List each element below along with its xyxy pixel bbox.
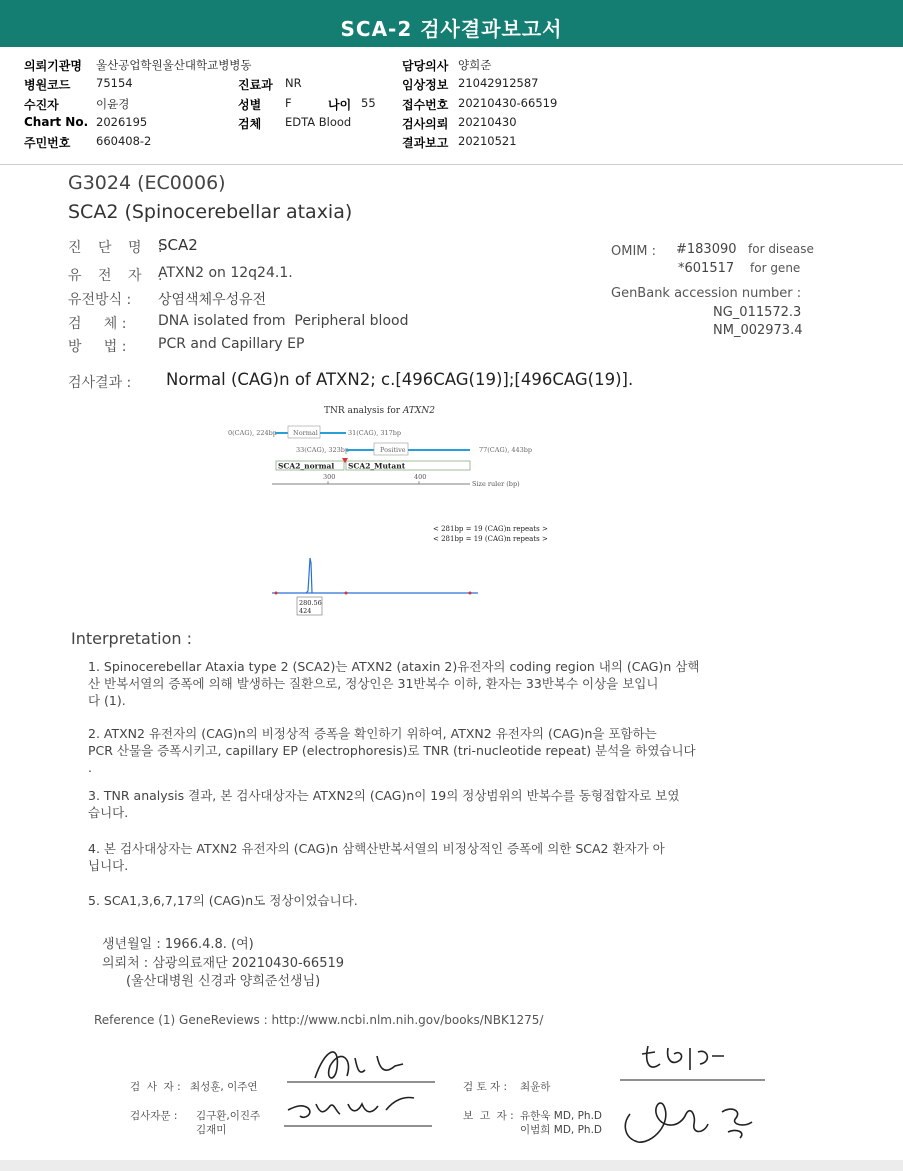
clinical-label: 임상정보: [402, 78, 449, 92]
tnr-figure: [220, 398, 560, 628]
report-date-value: 20210521: [458, 134, 517, 148]
requester: 의뢰처 : 삼광의료재단 20210430-66519: [102, 956, 345, 971]
disease-title: SCA2 (Spinocerebellar ataxia): [68, 201, 353, 223]
request-value: 20210430: [458, 115, 517, 129]
doctor-value: 양희준: [458, 58, 492, 72]
peak-height: 424: [299, 607, 312, 615]
age-value: 55: [361, 96, 376, 110]
reference: Reference (1) GeneReviews : http://www.ncbi.nlm.nih.gov/books/NBK1275/: [94, 1013, 544, 1027]
para-2-line-1: 2. ATXN2 유전자의 (CAG)n의 비정상적 증폭을 확인하기 위하여, ATXN2 유전자의 (CAG)n을 포함하는: [88, 726, 657, 741]
reporter-name-2: 이범희 MD, Ph.D: [520, 1124, 602, 1136]
genbank-nm: NM_002973.4: [713, 323, 803, 338]
para-5: 5. SCA1,3,6,7,17의 (CAG)n도 정상이었습니다.: [88, 893, 358, 908]
sex-value: F: [285, 96, 292, 110]
advisor-names-2: 김재미: [196, 1124, 227, 1136]
reviewer-name: 최윤하: [520, 1081, 551, 1093]
para-2-line-2: PCR 산물을 증폭시키고, capillary EP (electrophoresis)로 TNR (tri-nucleotide repeat) 분석을 하였습니다: [88, 743, 696, 758]
report-title: SCA-2 검사결과보고서: [340, 17, 563, 41]
resident-label: 주민번호: [24, 136, 71, 150]
chart-label: Chart No.: [24, 115, 89, 129]
clinical-value: 21042912587: [458, 76, 539, 90]
gene-value: ATXN2 on 12q24.1.: [158, 265, 293, 281]
diagnosis-value: SCA2: [158, 236, 198, 254]
trace-peak: [306, 558, 312, 593]
para-3-line-1: 3. TNR analysis 결과, 본 검사대상자는 ATXN2의 (CAG)n이 19의 정상범위의 반복수를 동형접합자로 보였: [88, 788, 680, 803]
hospital-code-label: 병원코드: [24, 78, 71, 92]
repeat-line-2: < 281bp = 19 (CAG)n repeats >: [433, 535, 548, 543]
patient-value: 이윤경: [96, 97, 130, 111]
figure-title: TNR analysis for ATXN2: [324, 406, 435, 416]
para-1-line-2: 산 반복서열의 증폭에 의해 발생하는 질환으로, 정상인은 31반복수 이하, 환자는 33반복수 이상을 보입니: [88, 676, 659, 691]
inheritance-value: 상염색체우성유전: [158, 292, 267, 308]
scanned-report: [0, 166, 903, 1161]
sca2-normal-label: SCA2_normal: [278, 461, 335, 471]
marker-dot-2: [345, 592, 348, 595]
result-label: 검사결과 :: [68, 375, 132, 391]
requester-detail: (울산대병원 신경과 양희준선생님): [126, 974, 321, 989]
doctor-label: 담당의사: [402, 59, 449, 73]
patient-dob: 생년월일 : 1966.4.8. (여): [102, 937, 254, 952]
tester-label: 검 사 자 :: [130, 1081, 181, 1093]
page-bottom-strip: [0, 1160, 903, 1171]
ruler-label: Size ruler (bp): [472, 480, 520, 488]
reviewer-signature: [620, 1034, 770, 1090]
resident-value: 660408-2: [96, 134, 152, 148]
para-2-line-3: .: [88, 760, 92, 775]
specimen-value-2: DNA isolated from Peripheral blood: [158, 313, 409, 329]
para-4-line-1: 4. 본 검사대상자는 ATXN2 유전자의 (CAG)n 삼핵산반복서열의 비정상적인 증폭에 의한 SCA2 환자가 아: [88, 841, 665, 856]
normal-box-label: Normal: [293, 429, 318, 437]
omim-disease-id: #183090: [676, 242, 737, 257]
omim-gene-id: *601517: [678, 261, 735, 276]
peak-size: 280.56: [299, 599, 322, 607]
normal-left-label: 0(CAG), 224bp: [228, 429, 277, 437]
method-label: 방 법 :: [68, 339, 127, 355]
omim-label: OMIM :: [611, 244, 657, 259]
sca2-mutant-label: SCA2_Mutant: [348, 461, 406, 471]
omim-gene-note: for gene: [750, 261, 801, 275]
marker-dot-3: [469, 592, 472, 595]
tick-400-label: 400: [414, 473, 427, 481]
report-header: [0, 0, 903, 47]
inheritance-label: 유전방식 :: [68, 292, 132, 308]
reporter-signature: [612, 1084, 772, 1150]
positive-right-label: 77(CAG), 443bp: [479, 446, 533, 454]
report-date-label: 결과보고: [402, 136, 449, 150]
omim-disease-note: for disease: [748, 242, 814, 256]
para-4-line-2: 닙니다.: [88, 858, 129, 873]
specimen-value: EDTA Blood: [285, 115, 352, 129]
age-label: 나이: [328, 98, 352, 112]
reviewer-label: 검 토 자 :: [463, 1081, 507, 1093]
gene-label: 유 전 자 :: [68, 268, 169, 284]
reporter-name-1: 유한욱 MD, Ph.D: [520, 1110, 602, 1122]
tick-300-label: 300: [323, 473, 336, 481]
specimen-label-2: 검 체 :: [68, 316, 127, 332]
patient-label: 수진자: [24, 98, 59, 112]
receipt-label: 접수번호: [402, 98, 449, 112]
interpretation-title: Interpretation :: [71, 629, 192, 648]
method-value: PCR and Capillary EP: [158, 336, 305, 352]
genbank-label: GenBank accession number :: [611, 286, 802, 301]
sex-label: 성별: [238, 98, 262, 112]
advisor-names-1: 김구환,이진주: [196, 1110, 261, 1122]
para-1-line-3: 다 (1).: [88, 693, 126, 708]
advisor-signature: [282, 1084, 437, 1132]
receipt-value: 20210430-66519: [458, 96, 558, 110]
test-code: G3024 (EC0006): [68, 172, 226, 194]
request-label: 검사의뢰: [402, 117, 449, 131]
reporter-label: 보 고 자 :: [463, 1110, 514, 1122]
para-3-line-2: 습니다.: [88, 805, 129, 820]
institution-value: 울산공업학원울산대학교병병동: [96, 58, 252, 72]
result-value: Normal (CAG)n of ATXN2; c.[496CAG(19)];[496CAG(19)].: [166, 370, 634, 389]
interpretation-body: [88, 658, 818, 909]
marker-dot-1: [275, 592, 278, 595]
normal-right-label: 31(CAG), 317bp: [348, 429, 402, 437]
tester-names: 최성훈, 이주연: [190, 1081, 258, 1093]
positive-left-label: 33(CAG), 323bp: [296, 446, 350, 454]
diagnosis-label: 진 단 명 :: [68, 240, 169, 256]
advisor-label: 검사자문 :: [130, 1110, 178, 1122]
para-1-line-1: 1. Spinocerebellar Ataxia type 2 (SCA2)는 ATXN2 (ataxin 2)유전자의 coding region 내의 (CAG)n 삼핵: [88, 659, 700, 674]
genbank-ng: NG_011572.3: [713, 305, 802, 320]
patient-meta-panel: [0, 47, 903, 165]
institution-label: 의뢰기관명: [24, 59, 82, 73]
specimen-label: 검체: [238, 117, 262, 131]
dept-value: NR: [285, 76, 302, 90]
positive-box-label: Positive: [380, 446, 406, 454]
dept-label: 진료과: [238, 78, 273, 92]
repeat-line-1: < 281bp = 19 (CAG)n repeats >: [433, 525, 548, 533]
chart-value: 2026195: [96, 115, 148, 129]
hospital-code-value: 75154: [96, 76, 133, 90]
